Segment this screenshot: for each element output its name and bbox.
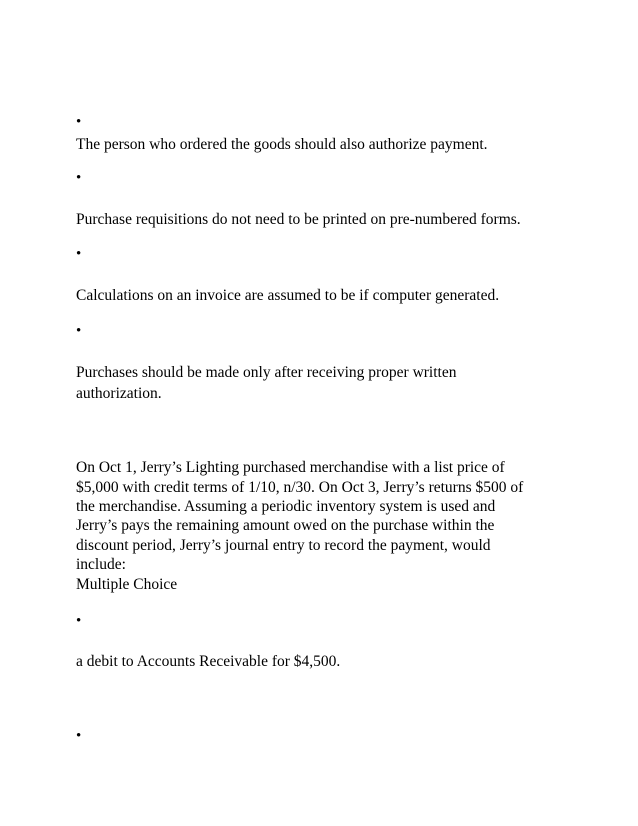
- option-text[interactable]: Purchases should be made only after receiving proper written: [76, 364, 457, 381]
- question-line: include:: [76, 556, 126, 573]
- bullet-5: •: [76, 613, 82, 629]
- bullet-1: •: [76, 114, 82, 130]
- bullet-2: •: [76, 170, 82, 186]
- option-text-continued: authorization.: [76, 385, 162, 402]
- option-text[interactable]: Purchase requisitions do not need to be printed on pre-numbered forms.: [76, 211, 521, 228]
- question-format-label: Multiple Choice: [76, 576, 178, 593]
- question-line: the merchandise. Assuming a periodic inventory system is used and: [76, 498, 496, 515]
- bullet-3: •: [76, 246, 82, 262]
- question-line: $5,000 with credit terms of 1/10, n/30. On Oct 3, Jerry’s returns $500 of: [76, 479, 524, 496]
- question-line: On Oct 1, Jerry’s Lighting purchased merchandise with a list price of: [76, 459, 505, 476]
- answer-option[interactable]: a debit to Accounts Receivable for $4,500.: [76, 653, 341, 670]
- option-text[interactable]: The person who ordered the goods should also authorize payment.: [76, 136, 488, 153]
- question-line: Jerry’s pays the remaining amount owed on the purchase within the: [76, 517, 495, 534]
- bullet-4: •: [76, 323, 82, 339]
- bullet-6: •: [76, 728, 82, 744]
- question-line: discount period, Jerry’s journal entry to record the payment, would: [76, 537, 491, 554]
- option-text[interactable]: Calculations on an invoice are assumed to be if computer generated.: [76, 287, 500, 304]
